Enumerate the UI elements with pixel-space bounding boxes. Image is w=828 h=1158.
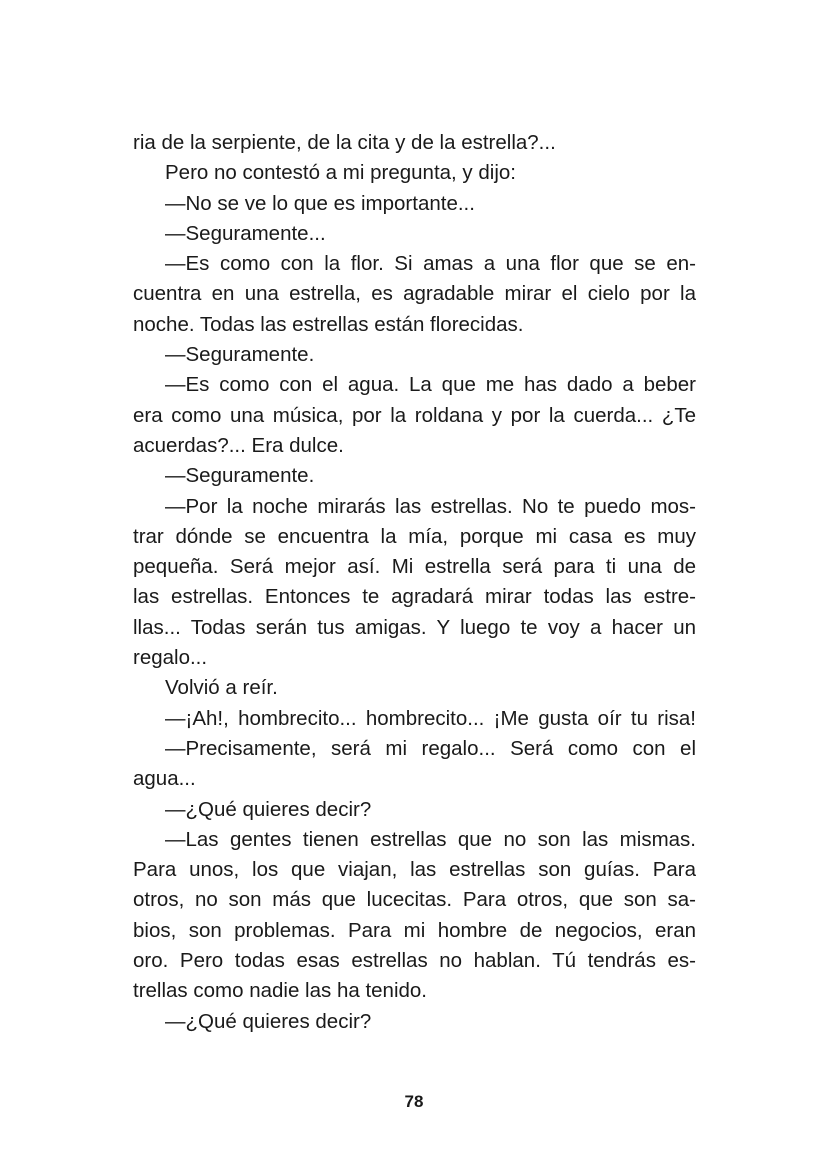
text-line: Volvió a reír.	[165, 676, 278, 700]
text-line: agua...	[133, 767, 196, 791]
text-line: ria de la serpiente, de la cita y de la estrella?...	[133, 131, 556, 154]
text-line: —Es como con el agua. La que me has dado a beber	[165, 373, 696, 397]
text-line: llas... Todas serán tus amigas. Y luego te voy a hacer un	[133, 615, 696, 639]
text-line: trar dónde se encuentra la mía, porque mi casa es muy	[133, 524, 696, 548]
text-line: —Es como con la flor. Si amas a una flor que se en-	[165, 252, 696, 276]
text-line: —No se ve lo que es importante...	[165, 191, 475, 215]
text-line: acuerdas?... Era dulce.	[133, 433, 344, 457]
text-line: —¡Ah!, hombrecito... hombrecito... ¡Me gusta oír tu risa!	[165, 706, 696, 730]
text-line: noche. Todas las estrellas están florecidas.	[133, 312, 524, 336]
text-line: —¿Qué quieres decir?	[165, 797, 372, 821]
text-line: Pero no contestó a mi pregunta, y dijo:	[165, 161, 516, 185]
text-line: —¿Qué quieres decir?	[165, 1009, 372, 1033]
body-text	[133, 128, 696, 1037]
text-line: pequeña. Será mejor así. Mi estrella será para ti una de	[133, 555, 696, 579]
text-line: —Precisamente, será mi regalo... Será como con el	[165, 736, 696, 760]
text-line: trellas como nadie las ha tenido.	[133, 979, 428, 1003]
text-line: —Por la noche mirarás las estrellas. No te puedo mos-	[165, 494, 696, 518]
text-line: las estrellas. Entonces te agradará mirar todas las estre-	[133, 585, 696, 609]
page-number: 78	[404, 1092, 424, 1111]
text-line: otros, no son más que lucecitas. Para otros, que son sa-	[133, 888, 696, 912]
text-line: oro. Pero todas esas estrellas no hablan. Tú tendrás es-	[133, 949, 696, 973]
text-line: —Seguramente...	[165, 221, 326, 245]
text-line: —Las gentes tienen estrellas que no son las mismas.	[165, 827, 696, 851]
text-line: —Seguramente.	[165, 343, 315, 367]
text-line: Para unos, los que viajan, las estrellas son guías. Para	[133, 858, 696, 882]
text-line: regalo...	[133, 646, 208, 670]
text-line: —Seguramente.	[165, 464, 315, 488]
text-line: era como una música, por la roldana y por la cuerda... ¿Te	[133, 403, 696, 427]
text-line: bios, son problemas. Para mi hombre de negocios, eran	[133, 918, 696, 942]
text-line: cuentra en una estrella, es agradable mirar el cielo por la	[133, 282, 696, 306]
